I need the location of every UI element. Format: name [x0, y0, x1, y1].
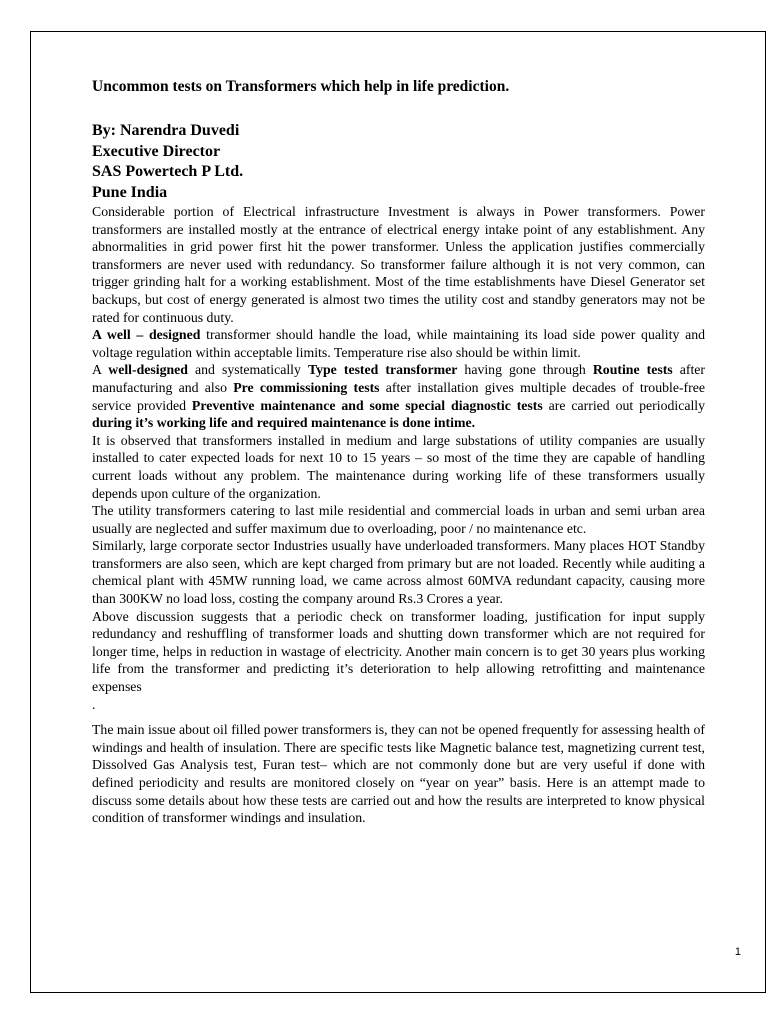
paragraph: Considerable portion of Electrical infrastructure Investment is always in Power transformers. Power transformers are installed mostly at the entrance of electrical energy intake point of any establishment. Any abnormalities in grid power first hit the power transformer. Unless the application justifies commercially transformers are never used with redundancy. So transformer failure although it is not very common, can trigger grinding halt for a working establishment. Most of the time establishments have Diesel Generator set backups, but cost of energy generated is almost two times the utility cost and standby generators may not be rated for continuous duty. [92, 204, 705, 325]
paragraph: The utility transformers catering to last mile residential and commercial loads in urban and semi urban area usually are neglected and suffer maximum due to overloading, poor / no maintenance etc. [92, 503, 705, 536]
bold-phrase: A well – designed [92, 327, 201, 343]
bold-phrase: Routine tests [592, 362, 673, 378]
paragraph-text: and systematically [187, 362, 308, 378]
bold-phrase: during it’s working life and required maintenance is done intime. [92, 415, 476, 431]
document-title: Uncommon tests on Transformers which help in life prediction. [92, 78, 510, 95]
bold-phrase: Preventive maintenance and some special diagnostic tests [191, 397, 543, 413]
document-body [92, 203, 705, 827]
paragraph: It is observed that transformers installed in medium and large substations of utility companies are usually installed to cater expected loads for next 10 to 15 years – so most of the time they are capable of handling current loads without any problem. The maintenance during working life of these transformers usually depends upon culture of the organization. [92, 432, 705, 501]
author-block [92, 121, 243, 203]
paragraph-text: A [92, 362, 109, 378]
page [30, 31, 766, 993]
spacer [92, 713, 705, 721]
author-name: By: Narendra Duvedi [92, 122, 240, 139]
paragraph: Similarly, large corporate sector Industries usually have underloaded transformers. Many places HOT Standby transformers are also seen, which are kept charged from primary but are not loaded. Recently while auditing a chemical plant with 45MW running load, we came across almost 60MVA redundant capacity, causing more than 300KW no load loss, costing the company around Rs.3 Crores a year. [92, 538, 705, 607]
paragraph-text: are carried out periodically [542, 397, 706, 413]
paragraph-text: having gone through [457, 362, 593, 378]
paragraph-text: after manufacturing and also [92, 362, 705, 395]
paragraph-text: transformer should handle the load, while maintaining its load side power quality and voltage regulation within acceptable limits. Temperature rise also should be within limit. [92, 327, 705, 360]
author-company: SAS Powertech P Ltd. [92, 163, 244, 180]
paragraph-text: after installation gives multiple decades of trouble-free service provided [92, 379, 705, 413]
bold-phrase: Pre commissioning tests [233, 379, 380, 395]
page-number: 1 [734, 946, 741, 958]
paragraph [92, 326, 705, 361]
bold-phrase: well-designed [108, 362, 188, 378]
bold-phrase: Type tested transformer [307, 362, 458, 378]
paragraph: The main issue about oil filled power transformers is, they can not be opened frequently for assessing health of windings and health of insulation. There are specific tests like Magnetic balance test, magnetizing current test, Dissolved Gas Analysis test, Furan test– which are not commonly done but are very useful if done with defined periodicity and results are monitored closely on “year on year” basis. Here is an attempt made to discuss some details about how these tests are carried out and how the results are interpreted to know physical condition of transformer windings and insulation. [92, 722, 705, 826]
author-position: Executive Director [92, 142, 221, 160]
author-location: Pune India [92, 183, 168, 201]
stray-period: . [92, 696, 96, 712]
paragraph: Above discussion suggests that a periodic check on transformer loading, justification for input supply redundancy and reshuffling of transformer loads and shutting down transformer which are not required for longer time, helps in reduction in wastage of electricity. Another main concern is to get 30 years plus working life from the transformer and predicting it’s deterioration to help allowing retrofitting and maintenance expenses [92, 608, 705, 695]
paragraph [92, 361, 705, 431]
